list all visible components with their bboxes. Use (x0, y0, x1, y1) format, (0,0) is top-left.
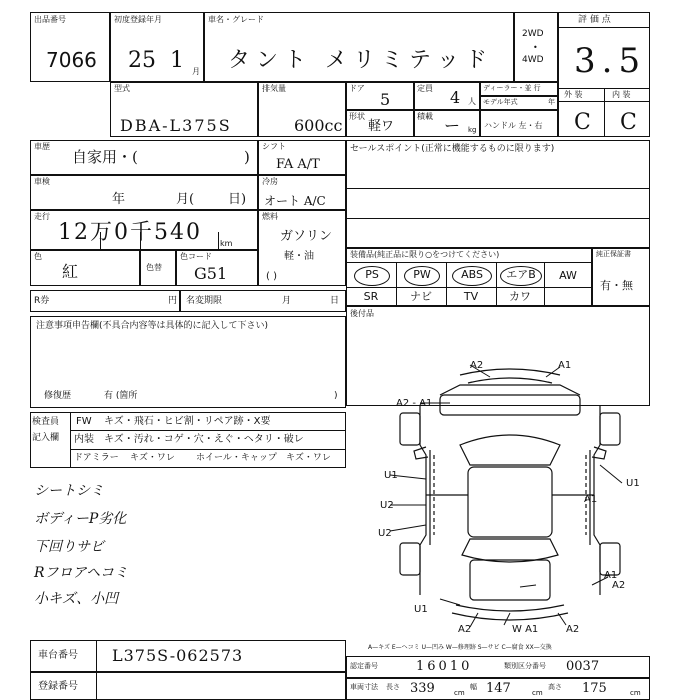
equipment-label: 装備品(純正品に限り○をつけてください) (350, 250, 500, 259)
equip-pw: PW (404, 266, 440, 286)
mileage-value: 12万0千540 (58, 220, 202, 245)
mark-rear-right: A2 (566, 624, 580, 635)
drive-4wd: 4WD (522, 55, 544, 65)
first-registration-unit: 月 (192, 67, 200, 76)
sales-point-box (346, 140, 650, 248)
equip-ps: PS (354, 266, 390, 286)
mark-left-rear-panel: U2 (378, 528, 392, 539)
inspector-mirror-label: ドアミラー (74, 453, 119, 463)
score-divider (558, 27, 650, 28)
inspection-month: 月( (176, 192, 195, 207)
capacity-value: 4 (450, 88, 461, 107)
mark-rear-left: A2 (458, 624, 472, 635)
equip-leather: カワ (509, 290, 531, 303)
fuel-paren: ( ) (266, 271, 277, 282)
recycle-box (30, 290, 180, 312)
notes-label: 注意事項申告欄(不具合内容等は具体的に記入して下さい) (36, 321, 269, 331)
model-label: 型式 (114, 84, 130, 93)
equip-vline-4 (544, 262, 545, 306)
chassis-value: L375S-062573 (112, 646, 244, 665)
ac-value: オート A/C (264, 194, 326, 208)
score-label: 評 価 点 (578, 15, 611, 25)
score-value: 3.5 (574, 41, 647, 81)
inspection-year: 年 (112, 192, 126, 207)
fuel-value: ガソリン (280, 229, 333, 244)
registration-vline (96, 672, 97, 700)
inspector-fw-items: キズ・飛石・ヒビ割・リペア跡・X要 (104, 416, 271, 427)
handwritten-note-1: シートシミ (34, 483, 104, 499)
chassis-vline (96, 640, 97, 672)
car-name-label: 車名・グレード (208, 15, 264, 24)
displacement-value: 600cc (294, 116, 343, 135)
inspector-interior-label: 内装 (74, 434, 94, 445)
exterior-value: C (574, 110, 591, 135)
aftermarket-label: 後付品 (350, 309, 374, 318)
mark-left-front-door: U1 (384, 470, 398, 481)
drive-dot: • (533, 43, 538, 52)
mark-right-rear-wheel: A1 (604, 570, 618, 581)
color-box (30, 250, 140, 286)
color-code-value: G51 (194, 264, 228, 283)
score-divider-3 (558, 101, 650, 102)
height-unit: cm (630, 689, 641, 697)
equip-tv: TV (463, 290, 479, 303)
mileage-label: 走行 (34, 212, 50, 221)
equip-hline-2 (346, 287, 592, 288)
color-value: 紅 (62, 262, 79, 281)
handle-label: ハンドル 左・右 (484, 121, 543, 130)
equip-vline-2 (446, 262, 447, 306)
sales-line-1 (346, 188, 650, 189)
length-value: 339 (410, 681, 435, 696)
equip-sr: SR (363, 290, 379, 303)
handwritten-note-2: ボディーP劣化 (34, 511, 127, 527)
width-unit: cm (532, 689, 543, 697)
lot-number-label: 出品番号 (34, 15, 66, 24)
equip-airbag: エアB (500, 266, 542, 286)
interior-value: C (620, 110, 637, 135)
drive-2wd: 2WD (522, 29, 544, 39)
mark-left-rear-bumper: U1 (414, 604, 428, 615)
mileage-tick-1 (100, 232, 101, 250)
first-registration-month: 1 (170, 48, 184, 73)
capacity-unit: 人 (468, 97, 476, 106)
length-unit: cm (454, 689, 465, 697)
height-label: 高さ (548, 683, 562, 691)
inspector-interior-items: キズ・汚れ・コゲ・穴・えぐ・ヘタリ・破レ (104, 434, 304, 445)
cert-label: 認定番号 (350, 662, 378, 670)
usage-value: 自家用・( (72, 148, 138, 166)
repair-history-label: 修復歴 (44, 391, 72, 401)
dimensions-label: 車両寸法 (350, 683, 378, 691)
first-registration-year: 25 (128, 48, 156, 73)
mileage-tick-3 (218, 232, 219, 250)
equip-aw: AW (559, 269, 577, 282)
handwritten-note-3: 下回りサビ (34, 539, 104, 555)
displacement-label: 排気量 (262, 84, 286, 93)
dealer-label: ディーラー・並 行 (483, 84, 541, 92)
shape-value: 軽ワ (368, 119, 395, 134)
exterior-label: 外 装 (564, 90, 583, 99)
inspection-day: 日) (228, 192, 247, 207)
lot-number-value: 7066 (46, 48, 97, 72)
color-code-label: 色コード (180, 252, 212, 261)
load-unit: kg (468, 126, 477, 134)
model-year-unit: 年 (548, 98, 555, 106)
name-change-month: 月 (282, 296, 292, 306)
capacity-label: 定員 (417, 84, 433, 93)
shift-value: FA A/T (276, 157, 320, 172)
mileage-tick-2 (140, 232, 141, 250)
diagram-legend: A—キズ E—ヘコミ U—凹み W—修理跡 S—サビ C—腐食 XX—交換 (368, 644, 552, 651)
model-year-label: モデル年式 (483, 98, 518, 106)
recycle-unit: 円 (168, 296, 178, 306)
mark-right-rear-corner: A2 (612, 580, 626, 591)
equip-hline-1 (346, 262, 592, 263)
doors-label: ドア (349, 84, 365, 93)
inspector-label-1: 検査員 (32, 417, 60, 427)
recycle-label: R券 (34, 296, 50, 306)
mark-right-edge: U1 (626, 478, 640, 489)
equip-navi: ナビ (410, 290, 432, 303)
shift-label: シフト (262, 142, 286, 151)
category-value: 0037 (566, 659, 600, 674)
model-value: DBA-L375S (120, 116, 232, 135)
oem-warranty-value: 有・無 (600, 279, 633, 292)
fuel-light: 軽・油 (284, 251, 314, 262)
sales-point-label: セールスポイント(正常に機能するものに限ります) (350, 144, 555, 154)
mark-front-right: A1 (558, 360, 572, 371)
mark-front-left: A2 (470, 360, 484, 371)
inspector-wheel-label: ホイール・キャップ (196, 453, 277, 463)
mark-rear-center: W A1 (512, 624, 539, 635)
equip-abs: ABS (452, 266, 492, 286)
name-change-day: 日 (330, 296, 340, 306)
registration-label: 登録番号 (38, 681, 78, 692)
mileage-unit: km (220, 239, 233, 248)
load-value: ー (444, 116, 461, 135)
interior-label: 内 装 (612, 90, 631, 99)
usage-label: 車歴 (34, 142, 50, 151)
inspector-hline-2 (70, 449, 346, 450)
doors-value: 5 (380, 90, 391, 109)
oem-warranty-label: 純正保証書 (596, 250, 631, 258)
usage-box (30, 140, 258, 175)
length-label: 長さ (386, 683, 400, 691)
color-change-label: 色替 (146, 263, 162, 272)
score-vdivider (604, 88, 605, 137)
first-registration-label: 初度登録年月 (114, 15, 162, 24)
sales-line-2 (346, 218, 650, 219)
cert-value: 16010 (416, 659, 473, 674)
inspector-hline-1 (70, 430, 346, 431)
width-value: 147 (486, 681, 511, 696)
equip-vline-3 (496, 262, 497, 306)
inspector-vline (70, 412, 71, 468)
ac-label: 冷房 (262, 177, 278, 186)
repair-history-value: 有 (箇所 (104, 391, 138, 401)
inspection-label: 車検 (34, 177, 50, 186)
height-value: 175 (582, 681, 607, 696)
mark-right-door: A1 (584, 494, 598, 505)
inspector-label-2: 記入欄 (32, 433, 60, 443)
handwritten-note-4: Rフロアヘコミ (34, 565, 128, 581)
inspector-mirror-items: キズ・ワレ (130, 453, 175, 463)
color-label: 色 (34, 252, 42, 261)
inspector-fw-label: FW (76, 416, 92, 427)
mark-left-fender: A2 - A1 (396, 398, 433, 409)
inspector-wheel-items: キズ・ワレ (286, 453, 331, 463)
handwritten-note-5: 小キズ、小凹 (34, 591, 119, 607)
equip-vline-1 (396, 262, 397, 306)
chassis-label: 車台番号 (38, 650, 78, 661)
repair-history-close: ) (334, 391, 338, 401)
mark-left-rear-door: U2 (380, 500, 394, 511)
fuel-label: 燃料 (262, 212, 278, 221)
load-label: 積載 (417, 112, 433, 121)
width-label: 幅 (470, 683, 477, 691)
usage-close: ) (244, 148, 250, 166)
car-name-value: タント メリミテッド (228, 48, 493, 73)
name-change-label: 名変期限 (186, 296, 223, 306)
cert-box (346, 656, 650, 678)
category-label: 類別区分番号 (504, 662, 546, 670)
inspection-box (30, 175, 258, 210)
shape-label: 形状 (349, 112, 365, 121)
